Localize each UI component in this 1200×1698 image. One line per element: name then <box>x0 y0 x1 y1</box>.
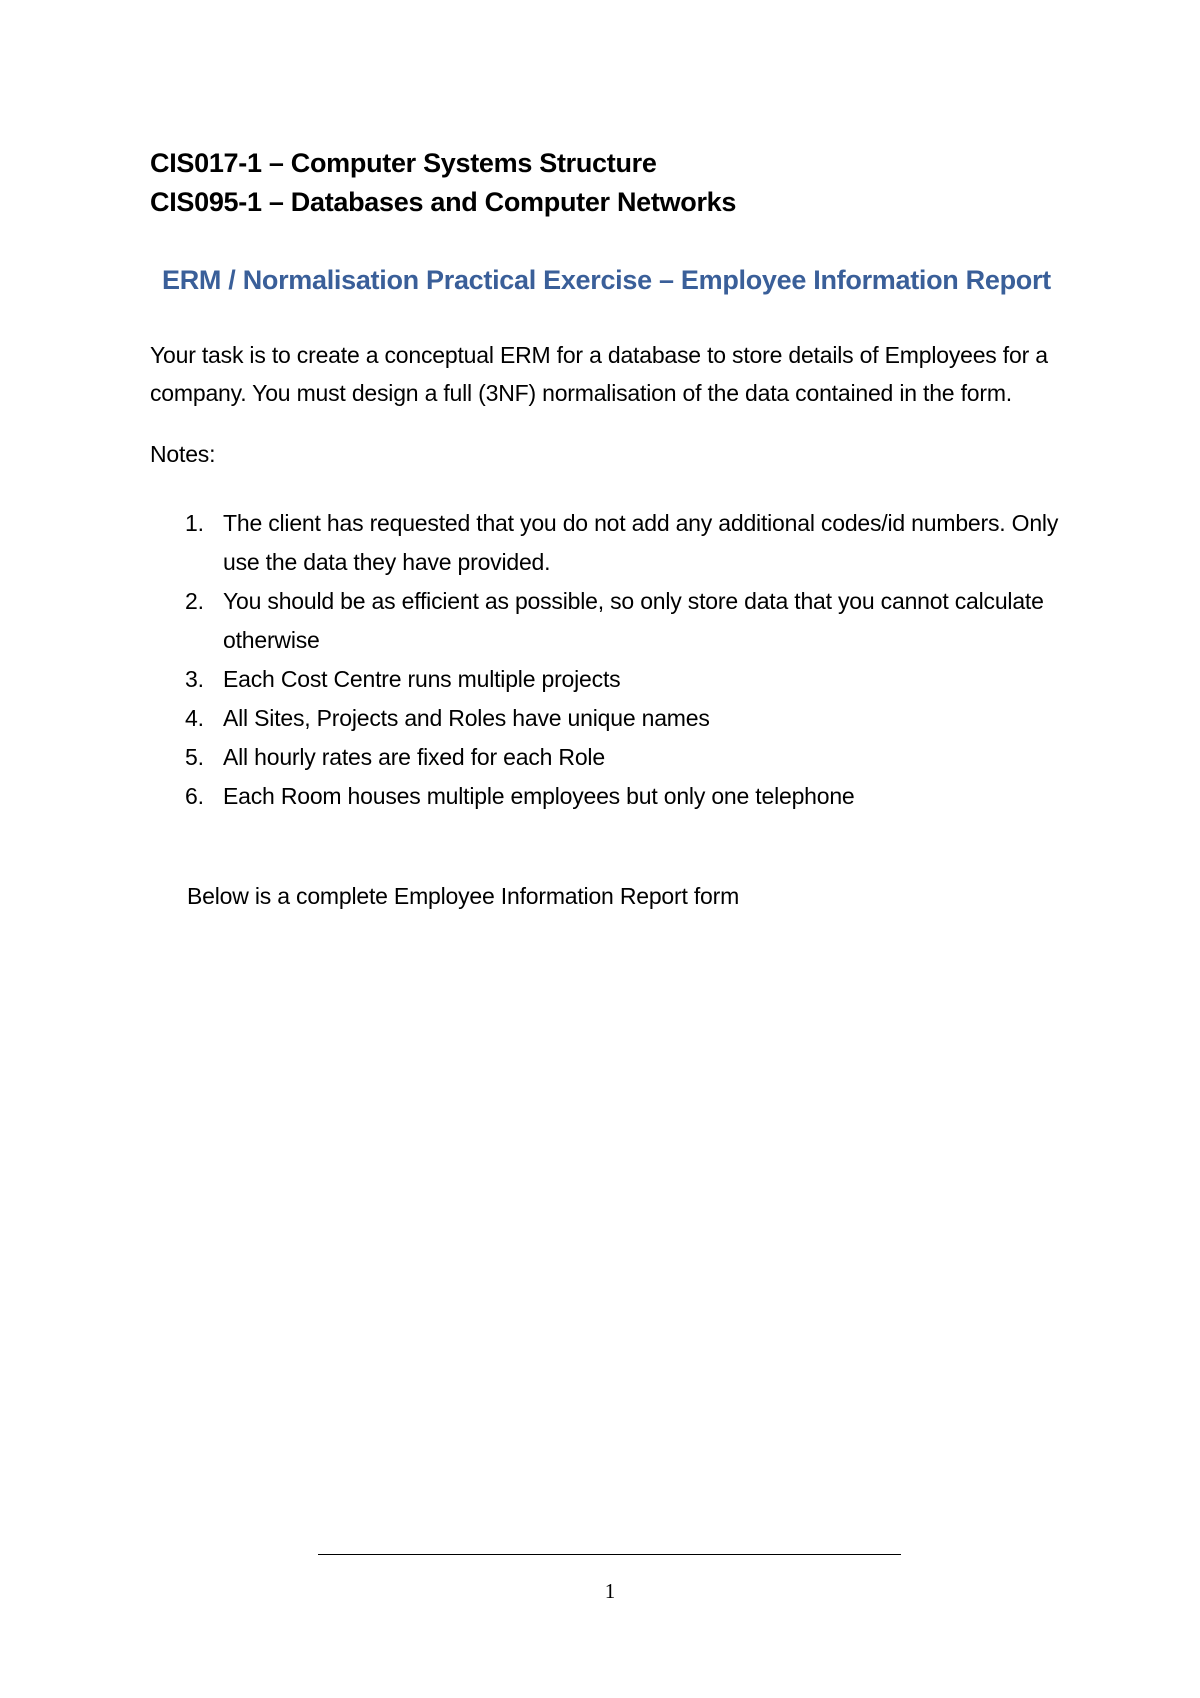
note-text: You should be as efficient as possible, so only store data that you cannot calculate otherwise <box>223 588 1044 653</box>
notes-list <box>185 504 1085 816</box>
note-number: 4. <box>185 705 204 731</box>
note-text: All hourly rates are fixed for each Role <box>223 744 605 770</box>
note-number: 6. <box>185 783 204 809</box>
note-item <box>185 699 1085 738</box>
course-title-cis017: CIS017-1 – Computer Systems Structure <box>150 148 657 178</box>
note-number: 3. <box>185 666 204 692</box>
note-number: 1. <box>185 510 204 536</box>
note-item <box>185 777 1085 816</box>
exercise-title: ERM / Normalisation Practical Exercise – Employee Information Report <box>162 265 1051 295</box>
note-text: Each Room houses multiple employees but only one telephone <box>223 783 855 809</box>
note-text: The client has requested that you do not add any additional codes/id numbers. Only use the data they have provided. <box>223 510 1059 575</box>
note-text: Each Cost Centre runs multiple projects <box>223 666 621 692</box>
notes-label: Notes: <box>150 441 216 467</box>
note-item <box>185 660 1085 699</box>
footer-divider <box>318 1554 901 1555</box>
course-title-cis095: CIS095-1 – Databases and Computer Networks <box>150 187 737 217</box>
page-number: 1 <box>604 1579 616 1603</box>
note-number: 2. <box>185 588 204 614</box>
note-item <box>185 738 1085 777</box>
task-intro-paragraph: Your task is to create a conceptual ERM for a database to store details of Employees for a company. You must design a full (3NF) normalisation of the data contained in the form. <box>150 342 1048 406</box>
closing-line: Below is a complete Employee Information Report form <box>187 883 740 909</box>
note-item <box>185 582 1085 660</box>
note-item <box>185 504 1085 582</box>
note-number: 5. <box>185 744 204 770</box>
note-text: All Sites, Projects and Roles have unique names <box>223 705 710 731</box>
